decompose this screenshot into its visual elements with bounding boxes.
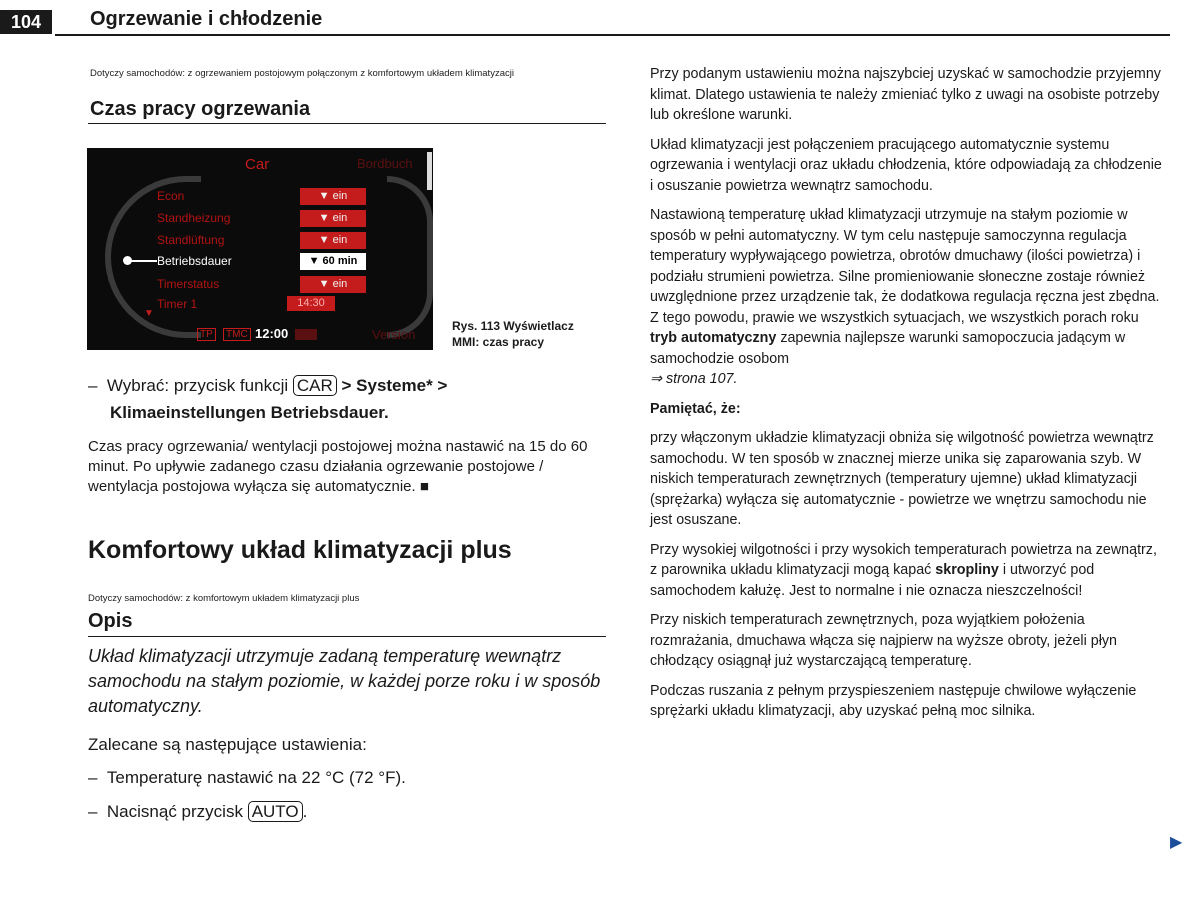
mmi-row-value-selected: ▼ 60 min [300,253,366,270]
mmi-timer-value: 14:30 [287,296,335,311]
applicability-note: Dotyczy samochodów: z ogrzewaniem postojowym połączonym z komfortowym układem klimatyzacji [90,68,514,79]
main-heading: Komfortowy układ klimatyzacji plus [88,536,512,564]
figure-caption [452,318,574,350]
instruction-step [88,372,608,426]
mmi-version: Version [372,327,416,342]
bullet-text: Nacisnąć przycisk [106,802,243,821]
mmi-value-text: ein [332,278,348,290]
mmi-row-label: Standheizung [157,211,231,225]
remember-heading: Pamiętać, że: [650,400,741,417]
mmi-row-label-selected: Betriebsdauer [157,254,232,268]
mmi-row-value: ▼ ein [300,188,366,205]
paragraph: Układ klimatyzacji jest połączeniem pracującego automatycznie systemu ogrzewania i wentylacji oraz układu chłodzenia, które odpowiadają za chłodzenie i osuszanie powietrza wewnątrz samochodu. [650,136,1162,194]
paragraph [650,205,1168,390]
mmi-value-text: ein [332,234,348,246]
mmi-tab-car: Car [245,156,270,173]
caption-line: Rys. 113 Wyświetlacz [452,319,574,333]
section-rule [88,123,606,124]
mmi-clock: 12:00 [255,326,289,341]
paragraph-text: zapewnia najlepsze warunki samopoczucia jadącym w samochodzie osobom [650,330,1126,367]
cross-reference: ⇒ strona 107. [650,371,738,387]
right-column [650,64,1168,731]
mmi-signal-icon [295,329,317,340]
bullet-text: Temperaturę nastawić na 22 °C (72 °F). [106,768,406,787]
mmi-scrollbar [427,152,432,190]
step-line: – Wybrać: przycisk funkcji CAR > Systeme* > [88,376,448,395]
step-menu-path: > Systeme* > [341,376,448,395]
bullet-suffix: . [302,802,308,821]
section-heading: Czas pracy ogrzewania [90,98,311,120]
mmi-arc-right [387,176,433,338]
section-rule [88,636,606,637]
runtime-paragraph: Czas pracy ogrzewania/ wentylacji postojowej można nastawić na 15 do 60 minut. Po upływie zadanego czasu działania ogrzewanie postojowe / wentylacja postojowa wyłącza się automatycznie. ■ [88,438,588,495]
step-menu-path-2: Klimaeinstellungen Betriebsdauer. [110,403,389,422]
bold-term: tryb automatyczny [650,330,777,346]
header-rule [55,34,1170,36]
mmi-row-value: ▼ ein [300,276,366,293]
mmi-value-text: 60 min [322,255,358,267]
step-prefix: Wybrać: przycisk funkcji [106,376,289,395]
paragraph: Podczas ruszania z pełnym przyspieszeniem następuje chwilowe wyłączenie sprężarki układu klimatyzacji, aby uzyskać pełną moc silnika. [650,682,1137,719]
intro-paragraph: Układ klimatyzacji utrzymuje zadaną temperaturę wewnątrz samochodu na stałym poziomie, w każdej porze roku i w sposób automatyczny. [88,646,601,716]
section-heading: Opis [88,610,133,632]
bold-term: skropliny [935,562,999,578]
mmi-row-label: Timer 1 [157,297,198,311]
caption-line: MMI: czas pracy [452,335,545,349]
mmi-tab-bordbuch: Bordbuch [357,156,413,171]
mmi-row-value: ▼ ein [300,232,366,249]
paragraph: przy włączonym układzie klimatyzacji obniża się wilgotność powietrza wewnątrz samochodu. W ten sposób w znacznej mierze unika się zaparowania szyb. W niskich temperaturach zewnętrznych (temperatury ujemne) układ klimatyzacji (sprężarka) wyłącza się automatycznie - powietrze we wnętrzu samochodu nie jest osuszane. [650,430,1154,528]
mmi-row-label: Timerstatus [157,277,220,291]
auto-key: AUTO [248,801,303,822]
paragraph: Przy podanym ustawieniu można najszybciej uzyskać w samochodzie przyjemny klimat. Dlatego ustawienia te należy zmieniać tylko z uwagi na osobiste potrzeby lub określone warunki. [650,66,1161,123]
mmi-down-arrow-icon: ▼ [144,308,154,319]
paragraph [650,540,1168,602]
mmi-row-label: Standlüftung [157,233,225,247]
mmi-value-text: ein [332,212,348,224]
paragraph: Przy niskich temperaturach zewnętrznych, poza wyjątkiem położenia rozmrażania, dmuchawa włącza się najpierw na wyższe obroty, jeżeli płyn chłodzący osiągnął już wystarczającą temperaturę. [650,612,1117,669]
mmi-row-value: ▼ ein [300,210,366,227]
recommended-settings: Zalecane są następujące ustawienia: [88,735,367,754]
chapter-title: Ogrzewanie i chłodzenie [90,8,323,30]
paragraph-text: i utworzyć pod samochodem kałużę. Jest to normalne i nie oznacza nieszczelności! [650,562,1095,599]
page-number: 104 [0,10,52,34]
mmi-row-label: Econ [157,189,185,203]
bullet-item: – Temperaturę nastawić na 22 °C (72 °F). [88,768,406,787]
mmi-selection-line [127,260,157,262]
continue-arrow-icon: ▶ [1170,834,1183,851]
bullet-item: – Nacisnąć przycisk AUTO . [88,802,308,821]
car-key: CAR [293,375,337,396]
mmi-tp-indicator: TP [197,328,216,341]
mmi-value-text: ein [332,190,348,202]
mmi-display [87,148,433,350]
paragraph-text: Nastawioną temperaturę układ klimatyzacji utrzymuje na stałym poziomie w sposób w pełni automatyczny. W tym celu następuje samoczynna regulacja temperatury wypływającego powietrza, obrotów dmuchawy (ilości powietrza) i podziału strumieni powietrza. Silne promieniowanie słoneczne zostaje również uwzględnione przez urządzenie tak, że dodatkowa regulacja ręczna jest zbędna. Z tego powodu, prawie we wszystkich sytuacjach, we wszystkich porach roku [650,207,1160,326]
paragraph-text: Przy wysokiej wilgotności i przy wysokich temperaturach powietrza na zewnątrz, z parownika układu klimatyzacji mogą kapać [650,541,1157,578]
mmi-tmc-indicator: TMC [223,328,251,341]
applicability-note: Dotyczy samochodów: z komfortowym układem klimatyzacji plus [88,593,360,604]
